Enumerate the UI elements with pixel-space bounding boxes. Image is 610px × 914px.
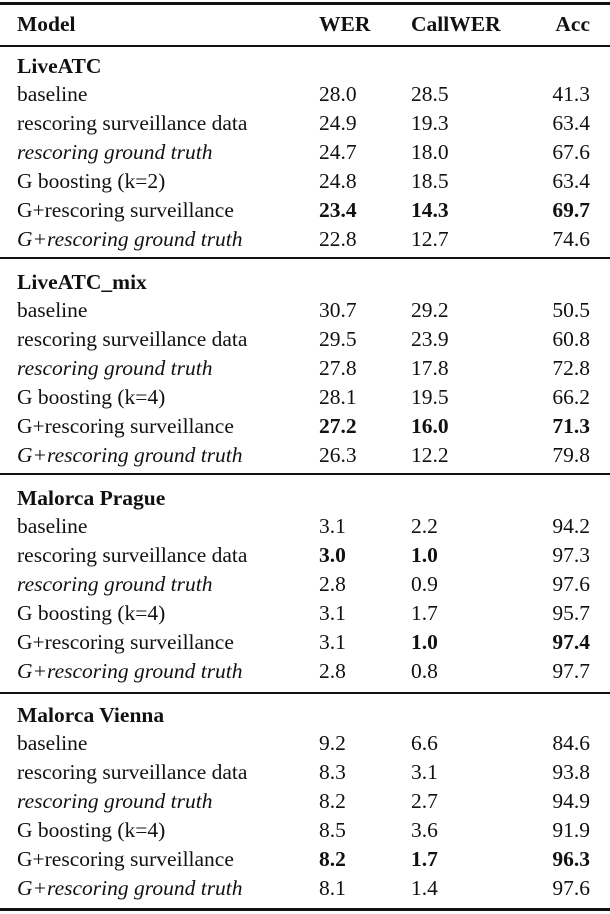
cell-acc: 60.8 — [552, 327, 590, 351]
table-row — [0, 570, 610, 599]
cell-acc: 50.5 — [552, 298, 590, 322]
cell-model: baseline — [17, 514, 88, 538]
cell-wer: 9.2 — [319, 731, 346, 755]
cell-model: rescoring ground truth — [17, 140, 213, 164]
cell-wer: 22.8 — [319, 227, 357, 251]
cell-acc: 93.8 — [552, 760, 590, 784]
cell-model: G boosting (k=4) — [17, 601, 166, 625]
table-row — [0, 109, 610, 138]
cell-wer: 8.2 — [319, 847, 346, 871]
cell-wer: 8.3 — [319, 760, 346, 784]
cell-callwer: 0.9 — [411, 572, 438, 596]
table-row — [0, 354, 610, 383]
cell-wer: 24.8 — [319, 169, 357, 193]
cell-callwer: 1.7 — [411, 601, 438, 625]
cell-model: rescoring ground truth — [17, 356, 213, 380]
cell-model: G+rescoring surveillance — [17, 414, 234, 438]
table-row — [0, 541, 610, 570]
cell-callwer: 6.6 — [411, 731, 438, 755]
cell-model: rescoring surveillance data — [17, 327, 248, 351]
cell-acc: 97.6 — [552, 876, 590, 900]
section-rule — [0, 257, 610, 259]
table-row — [0, 383, 610, 412]
cell-acc: 63.4 — [552, 169, 590, 193]
header-rule — [0, 45, 610, 47]
cell-model: G+rescoring ground truth — [17, 659, 243, 683]
table-row — [0, 874, 610, 903]
cell-wer: 24.9 — [319, 111, 357, 135]
cell-acc: 94.2 — [552, 514, 590, 538]
cell-acc: 66.2 — [552, 385, 590, 409]
cell-acc: 41.3 — [552, 82, 590, 106]
cell-acc: 91.9 — [552, 818, 590, 842]
section-title: LiveATC — [17, 54, 102, 78]
cell-model: G+rescoring surveillance — [17, 630, 234, 654]
cell-wer: 8.2 — [319, 789, 346, 813]
cell-callwer: 16.0 — [411, 414, 449, 438]
cell-callwer: 29.2 — [411, 298, 449, 322]
cell-callwer: 19.5 — [411, 385, 449, 409]
cell-acc: 97.7 — [552, 659, 590, 683]
cell-callwer: 19.3 — [411, 111, 449, 135]
table-row — [0, 628, 610, 657]
header-model: Model — [17, 12, 76, 36]
cell-model: G+rescoring ground truth — [17, 227, 243, 251]
cell-callwer: 1.4 — [411, 876, 438, 900]
cell-wer: 3.1 — [319, 630, 346, 654]
table-row — [0, 441, 610, 470]
cell-callwer: 2.7 — [411, 789, 438, 813]
table-row — [0, 787, 610, 816]
cell-wer: 2.8 — [319, 572, 346, 596]
cell-callwer: 1.7 — [411, 847, 438, 871]
cell-model: rescoring ground truth — [17, 572, 213, 596]
cell-model: G+rescoring surveillance — [17, 847, 234, 871]
table-row — [0, 138, 610, 167]
header-acc: Acc — [555, 12, 590, 36]
section-title-row — [0, 484, 610, 513]
cell-wer: 27.8 — [319, 356, 357, 380]
cell-acc: 67.6 — [552, 140, 590, 164]
cell-model: baseline — [17, 731, 88, 755]
cell-callwer: 2.2 — [411, 514, 438, 538]
table-row — [0, 196, 610, 225]
cell-model: baseline — [17, 82, 88, 106]
cell-model: G+rescoring surveillance — [17, 198, 234, 222]
table-row — [0, 729, 610, 758]
header-wer: WER — [319, 12, 371, 36]
cell-model: rescoring surveillance data — [17, 760, 248, 784]
table-row — [0, 296, 610, 325]
cell-callwer: 12.7 — [411, 227, 449, 251]
cell-wer: 2.8 — [319, 659, 346, 683]
cell-model: G+rescoring ground truth — [17, 876, 243, 900]
cell-acc: 63.4 — [552, 111, 590, 135]
cell-callwer: 28.5 — [411, 82, 449, 106]
cell-acc: 94.9 — [552, 789, 590, 813]
table-row — [0, 599, 610, 628]
cell-acc: 97.6 — [552, 572, 590, 596]
table-row — [0, 845, 610, 874]
cell-callwer: 23.9 — [411, 327, 449, 351]
section-title: LiveATC_mix — [17, 270, 147, 294]
cell-acc: 71.3 — [552, 414, 590, 438]
cell-wer: 28.1 — [319, 385, 357, 409]
cell-wer: 23.4 — [319, 198, 357, 222]
cell-acc: 79.8 — [552, 443, 590, 467]
cell-acc: 97.4 — [552, 630, 590, 654]
table-row — [0, 325, 610, 354]
cell-wer: 26.3 — [319, 443, 357, 467]
cell-acc: 84.6 — [552, 731, 590, 755]
table-row — [0, 412, 610, 441]
cell-callwer: 3.6 — [411, 818, 438, 842]
section-title-row — [0, 52, 610, 81]
cell-acc: 95.7 — [552, 601, 590, 625]
cell-callwer: 14.3 — [411, 198, 449, 222]
cell-callwer: 17.8 — [411, 356, 449, 380]
cell-wer: 28.0 — [319, 82, 357, 106]
header-callwer: CallWER — [411, 12, 501, 36]
cell-acc: 74.6 — [552, 227, 590, 251]
table-row — [0, 225, 610, 254]
table-row — [0, 512, 610, 541]
cell-model: G boosting (k=4) — [17, 818, 166, 842]
bottom-rule — [0, 908, 610, 911]
section-title-row — [0, 701, 610, 730]
cell-callwer: 0.8 — [411, 659, 438, 683]
cell-model: rescoring surveillance data — [17, 543, 248, 567]
cell-wer: 30.7 — [319, 298, 357, 322]
section-rule — [0, 692, 610, 694]
cell-callwer: 1.0 — [411, 543, 438, 567]
cell-model: G boosting (k=2) — [17, 169, 166, 193]
cell-wer: 24.7 — [319, 140, 357, 164]
cell-wer: 3.0 — [319, 543, 346, 567]
cell-model: rescoring ground truth — [17, 789, 213, 813]
cell-model: rescoring surveillance data — [17, 111, 248, 135]
cell-wer: 29.5 — [319, 327, 357, 351]
cell-model: G+rescoring ground truth — [17, 443, 243, 467]
cell-acc: 69.7 — [552, 198, 590, 222]
cell-wer: 27.2 — [319, 414, 357, 438]
top-rule — [0, 2, 610, 5]
cell-callwer: 3.1 — [411, 760, 438, 784]
section-title: Malorca Prague — [17, 486, 166, 510]
table-row — [0, 167, 610, 196]
table-row — [0, 816, 610, 845]
cell-wer: 8.5 — [319, 818, 346, 842]
section-title: Malorca Vienna — [17, 703, 165, 727]
section-title-row — [0, 268, 610, 297]
table-row — [0, 657, 610, 686]
table-row — [0, 758, 610, 787]
cell-model: G boosting (k=4) — [17, 385, 166, 409]
header-row — [0, 10, 610, 39]
cell-callwer: 18.0 — [411, 140, 449, 164]
section-rule — [0, 473, 610, 475]
cell-callwer: 1.0 — [411, 630, 438, 654]
cell-callwer: 12.2 — [411, 443, 449, 467]
cell-acc: 97.3 — [552, 543, 590, 567]
cell-acc: 72.8 — [552, 356, 590, 380]
cell-wer: 3.1 — [319, 601, 346, 625]
cell-callwer: 18.5 — [411, 169, 449, 193]
cell-model: baseline — [17, 298, 88, 322]
cell-acc: 96.3 — [552, 847, 590, 871]
cell-wer: 8.1 — [319, 876, 346, 900]
table-row — [0, 80, 610, 109]
cell-wer: 3.1 — [319, 514, 346, 538]
